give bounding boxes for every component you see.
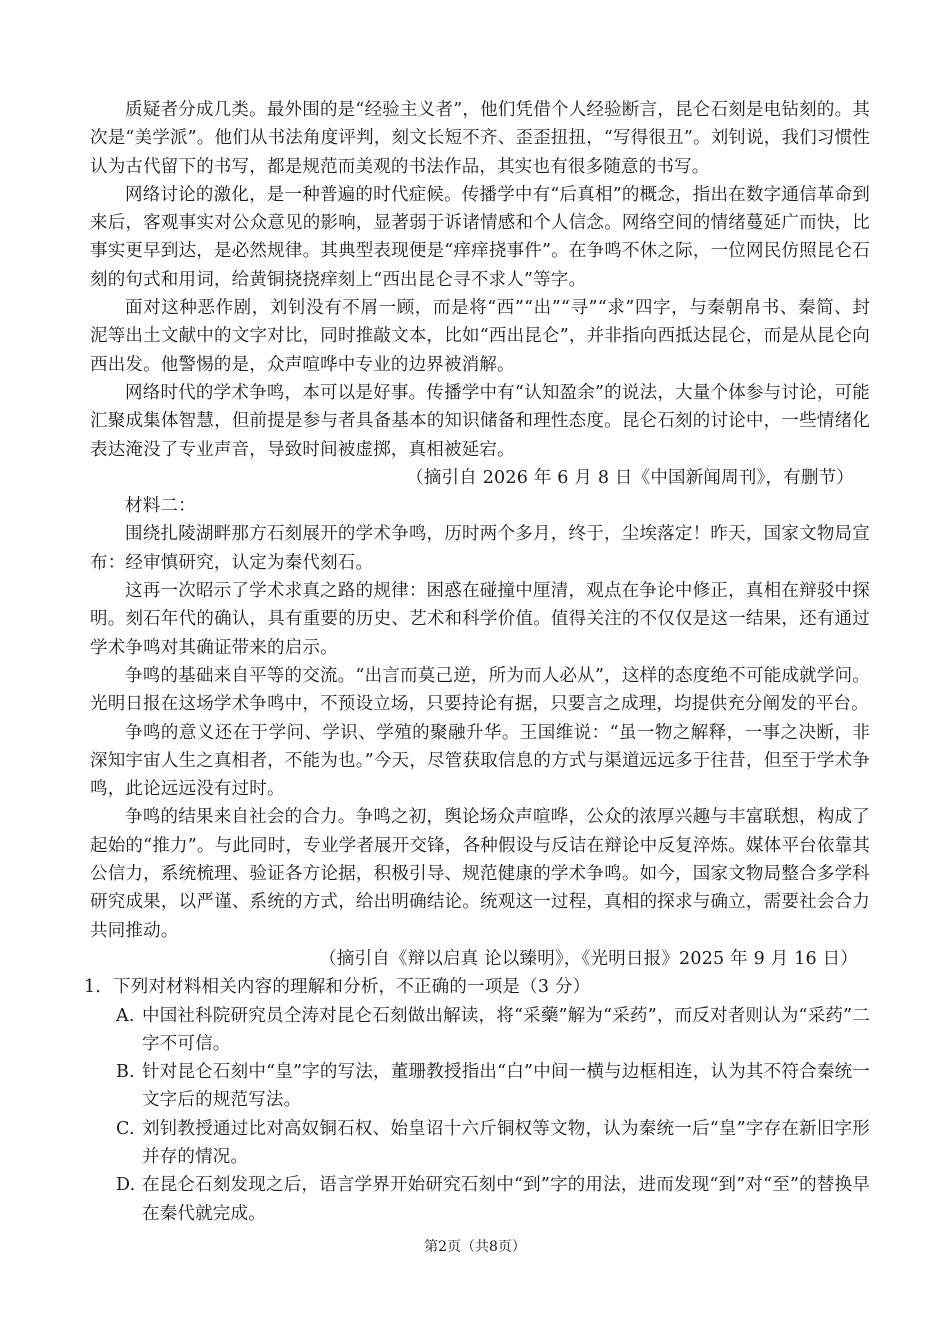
material-2-heading: 材料二： bbox=[125, 496, 196, 517]
option-text: 刘钊教授通过比对高奴铜石权、始皇诏十六斤铜权等文物，认为秦统一后“皇”字存在新旧字形并存的情况。 bbox=[142, 1118, 870, 1167]
paragraph: 面对这种恶作剧，刘钊没有不屑一顾，而是将“西”“出”“寻”“求”四字，与秦朝帛书、秦简、封泥等出土文献中的文字对比，同时推敲文本，比如“西出昆仑”，并非指向西抵达昆仑，而是从昆仑向西出发。他警惕的是，众声喧哗中专业的边界被消解。 bbox=[90, 298, 870, 375]
option-label: B. bbox=[116, 1062, 135, 1083]
option-a bbox=[116, 1002, 870, 1059]
document-body bbox=[84, 96, 870, 1228]
paragraph: 这再一次昭示了学术求真之路的规律：困惑在碰撞中厘清，观点在争论中修正，真相在辩驳中探明。刻石年代的确认，具有重要的历史、艺术和科学价值。值得关注的不仅仅是这一结果，还有通过学术争鸣对其确证带来的启示。 bbox=[90, 581, 870, 658]
option-text: 在昆仑石刻发现之后，语言学界开始研究石刻中“到”字的用法，进而发现“到”对“至”的替换早在秦代就完成。 bbox=[142, 1175, 870, 1224]
paragraph: 争鸣的意义还在于学问、学识、学殖的聚融升华。王国维说：“虽一物之解释，一事之决断，非深知宇宙人生之真相者，不能为也。”今天，尽管获取信息的方式与渠道远远多于往昔，但至于学术争鸣，此论远远没有过时。 bbox=[90, 722, 870, 800]
paragraph: 网络时代的学术争鸣，本可以是好事。传播学中有“认知盈余”的说法，大量个体参与讨论，可能汇聚成集体智慧，但前提是参与者具备基本的知识储备和理性态度。昆仑石刻的讨论中，一些情绪化表达淹没了专业声音，导致时间被虚掷，真相被延宕。 bbox=[90, 382, 870, 460]
paragraph: 围绕扎陵湖畔那方石刻展开的学术争鸣，历时两个多月，终于，尘埃落定！昨天，国家文物局宣布：经审慎研究，认定为秦代刻石。 bbox=[90, 524, 870, 573]
question-stem: 1．下列对材料相关内容的理解和分析，不正确的一项是（3 分） bbox=[84, 977, 591, 998]
source-citation-2: （摘引自《辩以启真 论以臻明》，《光明日报》2025 年 9 月 16 日） bbox=[319, 948, 858, 969]
source-citation-1: （摘引自 2026 年 6 月 8 日《中国新闻周刊》，有删节） bbox=[406, 467, 854, 488]
option-label: A. bbox=[116, 1005, 135, 1026]
option-b bbox=[116, 1058, 870, 1115]
option-d bbox=[116, 1171, 870, 1228]
option-label: C. bbox=[116, 1118, 135, 1139]
option-text: 中国社科院研究员仝涛对昆仑石刻做出解读，将“采藥”解为“采药”，而反对者则认为“采药”二字不可信。 bbox=[142, 1005, 870, 1054]
paragraph: 网络讨论的激化，是一种普遍的时代症候。传播学中有“后真相”的概念，指出在数字通信革命到来后，客观事实对公众意见的影响，显著弱于诉诸情感和个人信念。网络空间的情绪蔓延广而快，比事实更早到达，是必然规律。其典型表现便是“痒痒挠事件”。在争鸣不休之际，一位网民仿照昆仑石刻的句式和用词，给黄铜挠挠痒刻上“西出昆仑寻不求人”等字。 bbox=[90, 184, 870, 290]
paragraph: 争鸣的基础来自平等的交流。“出言而莫己逆，所为而人必从”，这样的态度绝不可能成就学问。光明日报在这场学术争鸣中，不预设立场，只要持论有据，只要言之成理，均提供充分阐发的平台。 bbox=[90, 665, 870, 715]
option-c bbox=[116, 1115, 870, 1172]
paragraph: 争鸣的结果来自社会的合力。争鸣之初，舆论场众声喧哗，公众的浓厚兴趣与丰富联想，构成了起始的“推力”。与此同时，专业学者展开交锋，各种假设与反诘在辩论中反复淬炼。媒体平台依靠其公信力，系统梳理、验证各方论据，积极引导、规范健康的学术争鸣。如今，国家文物局整合多学科研究成果，以严谨、系统的方式，给出明确结论。统观这一过程，真相的探求与确立，需要社会合力共同推动。 bbox=[90, 807, 870, 941]
option-text: 针对昆仑石刻中“皇”字的写法，董珊教授指出“白”中间一横与边框相连，认为其不符合秦统一文字后的规范写法。 bbox=[142, 1062, 870, 1111]
page-number: 第2页（共8页） bbox=[424, 1239, 526, 1255]
paragraph: 质疑者分成几类。最外围的是“经验主义者”，他们凭借个人经验断言，昆仑石刻是电钻刻的。其次是“美学派”。他们从书法角度评判，刻文长短不齐、歪歪扭扭，“写得很丑”。刘钊说，我们习惯性认为古代留下的书写，都是规范而美观的书法作品，其实也有很多随意的书写。 bbox=[90, 100, 870, 177]
option-label: D. bbox=[116, 1175, 136, 1196]
